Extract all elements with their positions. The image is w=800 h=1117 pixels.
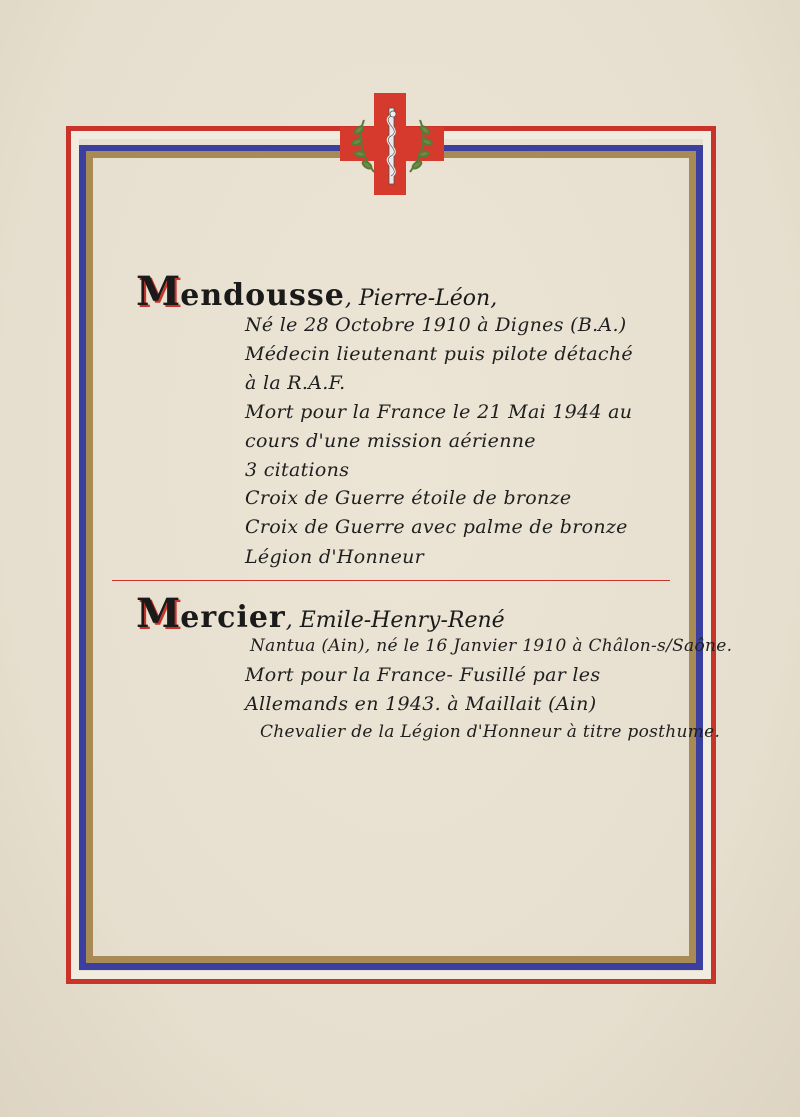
entry-2-surname: ercier <box>180 600 286 635</box>
entry-1-line: Croix de Guerre étoile de bronze <box>245 487 572 509</box>
entry-2-given-names: , Emile-Henry-René <box>285 608 505 633</box>
entry-divider <box>112 580 670 581</box>
entry-2-initial: M <box>136 590 181 637</box>
red-cross-laurel-icon <box>334 90 450 198</box>
entry-1-line: 3 citations <box>245 459 350 481</box>
entry-2-name <box>136 590 505 637</box>
entry-1-initial: M <box>136 268 181 315</box>
entry-2-line: Chevalier de la Légion d'Honneur à titre posthume. <box>260 722 721 742</box>
entry-2-line: Allemands en 1943. à Maillait (Ain) <box>245 693 597 715</box>
entry-1-surname: endousse <box>180 278 345 313</box>
entry-1-line: Croix de Guerre avec palme de bronze <box>245 516 628 538</box>
entry-1-name <box>136 268 497 315</box>
entry-1-line: à la R.A.F. <box>245 372 346 394</box>
entry-1-given-names: , Pierre-Léon, <box>344 286 498 311</box>
entry-2-line: Mort pour la France- Fusillé par les <box>245 664 601 686</box>
entry-1-line: cours d'une mission aérienne <box>245 430 536 452</box>
entry-1-line: Né le 28 Octobre 1910 à Dignes (B.A.) <box>245 314 627 336</box>
entry-1-line: Mort pour la France le 21 Mai 1944 au <box>245 401 633 423</box>
entry-1-line: Médecin lieutenant puis pilote détaché <box>245 343 633 365</box>
entry-2-line: Nantua (Ain), né le 16 Janvier 1910 à Châlon-s/Saône. <box>250 636 733 656</box>
entry-1-line: Légion d'Honneur <box>245 546 425 568</box>
